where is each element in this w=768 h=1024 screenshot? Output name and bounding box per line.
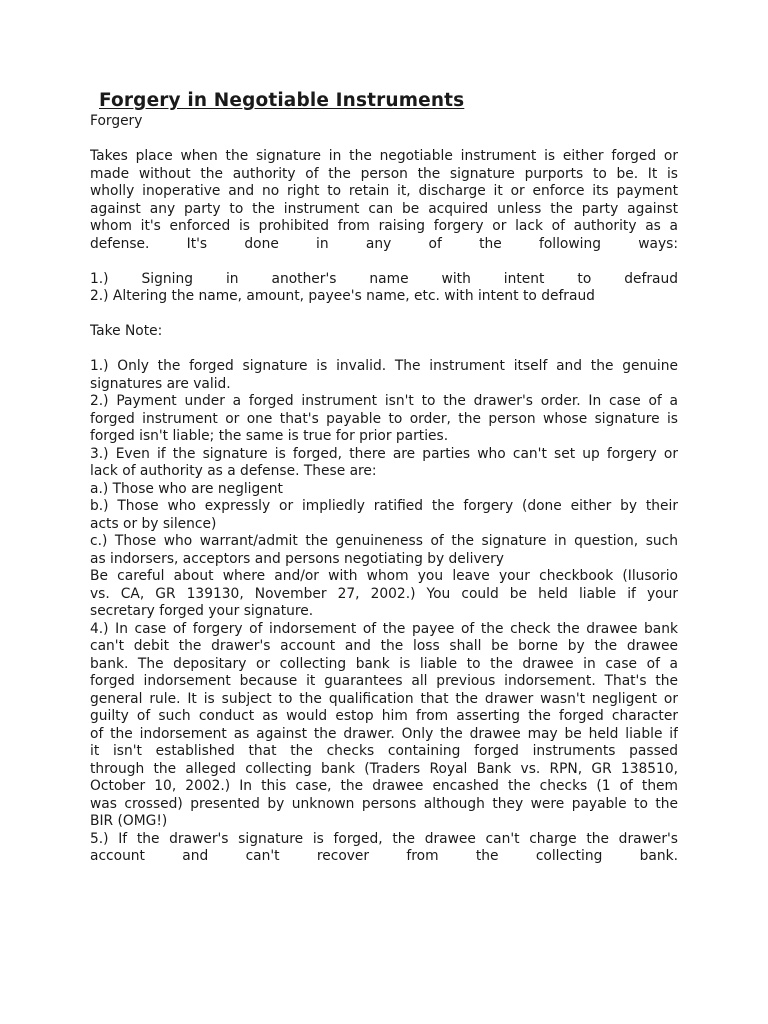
text-line: forged indorsement because it guarantees all previous indorsement. That's the: [90, 673, 678, 689]
text-line: a.) Those who are negligent: [90, 480, 283, 497]
text-line: c.) Those who warrant/admit the genuineness of the signature in question, such: [90, 533, 678, 549]
text-line: guilty of such conduct as would estop him from asserting the forged character: [90, 708, 678, 724]
blank-line: [90, 253, 678, 271]
text-line: 1.) Only the forged signature is invalid. The instrument itself and the genuine: [90, 358, 678, 374]
text-line: secretary forged your signature.: [90, 603, 314, 619]
blank-line: [90, 341, 678, 359]
text-line: can't debit the drawer's account and the loss shall be borne by the drawee: [90, 638, 678, 654]
text-line: forged instrument or one that's payable to order, the person whose signature is: [90, 410, 678, 427]
text-line: 3.) Even if the signature is forged, there are parties who can't set up forgery or: [90, 445, 678, 462]
text-line: 2.) Altering the name, amount, payee's name, etc. with intent to defraud: [90, 288, 595, 304]
text-line: it isn't established that the checks containing forged instruments passed: [90, 743, 678, 759]
text-line: BIR (OMG!): [90, 813, 168, 829]
text-line: lack of authority as a defense. These are:: [90, 463, 377, 479]
blank-line: [90, 306, 678, 324]
text-line: of the indorsement as against the drawer. Only the drawee may be held liable if: [90, 725, 678, 742]
text-line: signatures are valid.: [90, 375, 231, 392]
text-line: made without the authority of the person the signature purports to be. It is: [90, 165, 678, 182]
text-line: Takes place when the signature in the negotiable instrument is either forged or: [90, 148, 678, 164]
text-line: October 10, 2002.) In this case, the drawee encashed the checks (1 of them: [90, 778, 678, 794]
document-body: [90, 113, 678, 866]
text-line: 5.) If the drawer's signature is forged, the drawee can't charge the drawer's: [90, 830, 678, 847]
text-line: account and can't recover from the collecting bank.: [90, 848, 678, 864]
text-line: forged isn't liable; the same is true for prior parties.: [90, 428, 449, 444]
text-line: 1.) Signing in another's name with intent to defraud: [90, 270, 678, 287]
text-line: Take Note:: [90, 323, 163, 339]
text-line: bank. The depositary or collecting bank is liable to the drawee in case of a: [90, 655, 678, 672]
text-line: through the alleged collecting bank (Traders Royal Bank vs. RPN, GR 138510,: [90, 760, 678, 777]
text-line: Be careful about where and/or with whom you leave your checkbook (Ilusorio: [90, 568, 678, 584]
text-line: wholly inoperative and no right to retain it, discharge it or enforce its payment: [90, 183, 678, 199]
text-line: b.) Those who expressly or impliedly ratified the forgery (done either by their: [90, 498, 678, 514]
text-line: acts or by silence): [90, 515, 217, 532]
text-line: whom it's enforced is prohibited from raising forgery or lack of authority as a: [90, 218, 678, 234]
text-line: against any party to the instrument can be acquired unless the party against: [90, 200, 678, 217]
blank-line: [90, 131, 678, 149]
text-line: was crossed) presented by unknown persons although they were payable to the: [90, 795, 678, 812]
text-line: 4.) In case of forgery of indorsement of the payee of the check the drawee bank: [90, 620, 678, 637]
text-line: vs. CA, GR 139130, November 27, 2002.) You could be held liable if your: [90, 585, 678, 602]
text-line: Forgery: [90, 113, 143, 129]
text-line: as indorsers, acceptors and persons negotiating by delivery: [90, 550, 504, 567]
text-line: defense. It's done in any of the following ways:: [90, 235, 678, 252]
text-line: 2.) Payment under a forged instrument isn't to the drawer's order. In case of a: [90, 393, 678, 409]
text-line: general rule. It is subject to the qualification that the drawer wasn't negligent or: [90, 690, 678, 707]
document-title: Forgery in Negotiable Instruments: [99, 90, 465, 111]
